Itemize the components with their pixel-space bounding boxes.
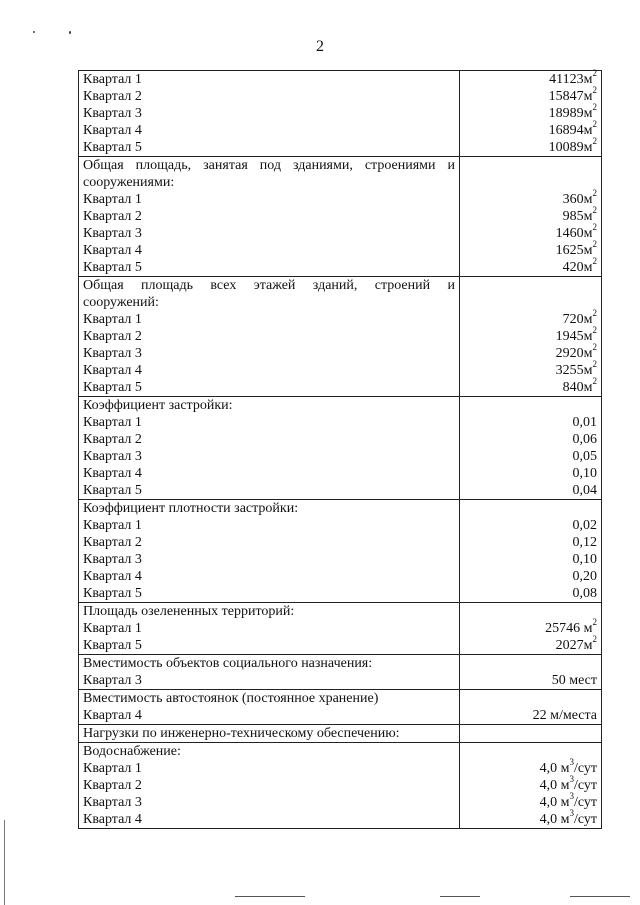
- value-spacer: [464, 157, 597, 174]
- quarter-label: Квартал 2: [83, 535, 142, 550]
- value-number: 0,04: [572, 483, 597, 498]
- value-cell: [460, 500, 602, 603]
- quarter-value: [464, 448, 597, 465]
- value-number: 360м: [562, 192, 593, 207]
- value-spacer: [464, 743, 597, 760]
- unit-exponent: 2: [592, 239, 597, 250]
- quarter-label: Квартал 3: [83, 552, 142, 567]
- quarter-value: [464, 342, 597, 362]
- quarter-label: Квартал 1: [83, 312, 142, 327]
- unit-exponent: 2: [592, 308, 597, 319]
- bottom-rule: [440, 896, 480, 897]
- quarter-label: Квартал 4: [83, 243, 142, 258]
- value-number: 1945м: [555, 329, 593, 344]
- quarter-value: [464, 325, 597, 345]
- quarter-value: [464, 634, 597, 654]
- value-cell: [460, 277, 602, 397]
- unit-tail: /сут: [573, 795, 597, 810]
- quarter-label: Квартал 4: [83, 708, 142, 723]
- unit-exponent: 2: [592, 256, 597, 267]
- quarter-value: [464, 551, 597, 568]
- quarter-label: Квартал 2: [83, 89, 142, 104]
- value-number: 18989м: [548, 106, 593, 121]
- unit-exponent: 2: [592, 68, 597, 79]
- indicator-cell: [79, 743, 460, 829]
- value-number: 22 м/места: [532, 708, 597, 723]
- quarter-value: [464, 205, 597, 225]
- quarter-value: [464, 774, 597, 794]
- quarter-label: Квартал 5: [83, 260, 142, 275]
- quarter-value: [464, 707, 597, 724]
- quarter-label: Квартал 1: [83, 72, 142, 87]
- unit-exponent: 2: [592, 325, 597, 336]
- value-spacer: [464, 725, 597, 742]
- value-number: 4,0 м: [539, 761, 570, 776]
- quarter-label: Квартал 4: [83, 123, 142, 138]
- unit-exponent: 2: [592, 205, 597, 216]
- quarter-value: [464, 482, 597, 499]
- quarter-label: Квартал 2: [83, 209, 142, 224]
- quarter-value: [464, 222, 597, 242]
- section-header: Вместимость автостоянок (постоянное хранение): [83, 691, 379, 706]
- section-header: сооружениями:: [83, 175, 175, 190]
- value-number: 0,01: [572, 415, 597, 430]
- quarter-value: [464, 617, 597, 637]
- quarter-value: [464, 517, 597, 534]
- value-cell: [460, 397, 602, 500]
- unit-exponent: 3: [569, 808, 574, 819]
- value-number: 2920м: [555, 346, 593, 361]
- indicator-cell: [79, 655, 460, 690]
- value-spacer: [464, 294, 597, 311]
- unit-exponent: 2: [592, 222, 597, 233]
- section-header: Общая площадь всех этажей зданий, строений и: [83, 278, 455, 293]
- section-header: Коэффициент застройки:: [83, 398, 233, 413]
- table-row: [79, 603, 602, 655]
- quarter-value: [464, 85, 597, 105]
- value-spacer: [464, 655, 597, 672]
- value-number: 0,10: [572, 552, 597, 567]
- section-header: Водоснабжение:: [83, 744, 181, 759]
- indicator-cell: [79, 603, 460, 655]
- value-spacer: [464, 690, 597, 707]
- quarter-value: [464, 808, 597, 828]
- indicator-cell: [79, 725, 460, 743]
- indicator-cell: [79, 157, 460, 277]
- unit-exponent: 2: [592, 85, 597, 96]
- quarter-value: [464, 757, 597, 777]
- quarter-value: [464, 359, 597, 379]
- value-number: 41123м: [549, 72, 593, 87]
- quarter-value: [464, 308, 597, 328]
- quarter-label: Квартал 2: [83, 432, 142, 447]
- table-row: [79, 725, 602, 743]
- value-number: 3255м: [555, 363, 593, 378]
- quarter-value: [464, 534, 597, 551]
- section-header: Нагрузки по инженерно-техническому обеспечению:: [83, 726, 400, 741]
- value-number: 720м: [562, 312, 593, 327]
- quarter-value: [464, 376, 597, 396]
- unit-exponent: 2: [592, 342, 597, 353]
- unit-exponent: 2: [592, 376, 597, 387]
- quarter-value: [464, 672, 597, 689]
- quarter-value: [464, 102, 597, 122]
- unit-exponent: 3: [569, 757, 574, 768]
- quarter-label: Квартал 5: [83, 380, 142, 395]
- value-number: 0,10: [572, 466, 597, 481]
- value-number: 16894м: [548, 123, 593, 138]
- unit-tail: /сут: [573, 761, 597, 776]
- quarter-label: Квартал 3: [83, 449, 142, 464]
- scan-speck: [33, 31, 35, 33]
- value-spacer: [464, 500, 597, 517]
- quarter-label: Квартал 3: [83, 795, 142, 810]
- quarter-label: Квартал 4: [83, 569, 142, 584]
- value-number: 50 мест: [551, 673, 597, 688]
- quarter-value: [464, 791, 597, 811]
- value-cell: [460, 690, 602, 725]
- value-number: 4,0 м: [539, 812, 570, 827]
- value-cell: [460, 157, 602, 277]
- scan-speck: [69, 31, 71, 34]
- value-number: 25746 м: [545, 621, 593, 636]
- table-row: [79, 655, 602, 690]
- margin-line: [4, 820, 5, 905]
- section-header: сооружений:: [83, 295, 159, 310]
- value-number: 0,20: [572, 569, 597, 584]
- indicator-cell: [79, 500, 460, 603]
- quarter-value: [464, 585, 597, 602]
- unit-exponent: 2: [592, 634, 597, 645]
- value-cell: [460, 68, 602, 157]
- value-cell: [460, 603, 602, 655]
- unit-exponent: 3: [569, 791, 574, 802]
- value-spacer: [464, 174, 597, 191]
- quarter-value: [464, 239, 597, 259]
- table-row: [79, 157, 602, 277]
- value-number: 985м: [562, 209, 593, 224]
- unit-exponent: 2: [592, 359, 597, 370]
- value-cell: [460, 725, 602, 743]
- unit-exponent: 2: [592, 188, 597, 199]
- unit-exponent: 2: [592, 102, 597, 113]
- quarter-value: [464, 136, 597, 156]
- quarter-label: Квартал 1: [83, 415, 142, 430]
- value-number: 0,06: [572, 432, 597, 447]
- table-row: [79, 500, 602, 603]
- page-number: 2: [316, 38, 324, 55]
- quarter-label: Квартал 3: [83, 346, 142, 361]
- bottom-rule: [235, 896, 305, 897]
- quarter-label: Квартал 1: [83, 621, 142, 636]
- value-cell: [460, 655, 602, 690]
- value-number: 4,0 м: [539, 795, 570, 810]
- quarter-value: [464, 431, 597, 448]
- quarter-label: Квартал 4: [83, 466, 142, 481]
- unit-tail: /сут: [573, 812, 597, 827]
- value-number: 420м: [562, 260, 593, 275]
- quarter-value: [464, 68, 597, 88]
- quarter-label: Квартал 3: [83, 673, 142, 688]
- value-number: 0,12: [572, 535, 597, 550]
- table-row: [79, 397, 602, 500]
- quarter-label: Квартал 5: [83, 483, 142, 498]
- quarter-label: Квартал 2: [83, 329, 142, 344]
- value-number: 4,0 м: [539, 778, 570, 793]
- quarter-label: Квартал 2: [83, 778, 142, 793]
- quarter-label: Квартал 5: [83, 140, 142, 155]
- table-row: [79, 743, 602, 829]
- quarter-value: [464, 568, 597, 585]
- value-number: 2027м: [555, 638, 593, 653]
- quarter-value: [464, 414, 597, 431]
- quarter-label: Квартал 3: [83, 226, 142, 241]
- quarter-label: Квартал 5: [83, 586, 142, 601]
- section-header: Площадь озелененных территорий:: [83, 604, 295, 619]
- quarter-label: Квартал 4: [83, 363, 142, 378]
- value-spacer: [464, 603, 597, 620]
- section-header: Общая площадь, занятая под зданиями, строениями и: [83, 158, 455, 173]
- value-number: 10089м: [548, 140, 593, 155]
- table-row: [79, 690, 602, 725]
- unit-exponent: 2: [592, 119, 597, 130]
- indicator-cell: [79, 397, 460, 500]
- quarter-label: Квартал 1: [83, 192, 142, 207]
- section-header: Вместимость объектов социального назначения:: [83, 656, 373, 671]
- indicators-table: [78, 70, 602, 829]
- indicator-cell: [79, 690, 460, 725]
- value-number: 1625м: [555, 243, 593, 258]
- bottom-rule: [570, 896, 630, 897]
- value-number: 0,05: [572, 449, 597, 464]
- quarter-value: [464, 188, 597, 208]
- value-number: 1460м: [555, 226, 593, 241]
- value-number: 0,02: [572, 518, 597, 533]
- unit-exponent: 3: [569, 774, 574, 785]
- quarter-label: Квартал 1: [83, 518, 142, 533]
- unit-tail: /сут: [573, 778, 597, 793]
- table-row: [79, 71, 602, 157]
- quarter-label: Квартал 1: [83, 761, 142, 776]
- table-row: [79, 277, 602, 397]
- quarter-value: [464, 256, 597, 276]
- quarter-value: [464, 465, 597, 482]
- value-cell: [460, 743, 602, 829]
- indicator-cell: [79, 277, 460, 397]
- unit-exponent: 2: [592, 136, 597, 147]
- quarter-label: Квартал 4: [83, 812, 142, 827]
- unit-exponent: 2: [592, 617, 597, 628]
- indicator-cell: [79, 71, 460, 157]
- section-header: Коэффициент плотности застройки:: [83, 501, 299, 516]
- value-number: 0,08: [572, 586, 597, 601]
- value-spacer: [464, 397, 597, 414]
- quarter-value: [464, 119, 597, 139]
- value-number: 840м: [562, 380, 593, 395]
- quarter-label: Квартал 5: [83, 638, 142, 653]
- quarter-label: Квартал 3: [83, 106, 142, 121]
- value-spacer: [464, 277, 597, 294]
- value-number: 15847м: [548, 89, 593, 104]
